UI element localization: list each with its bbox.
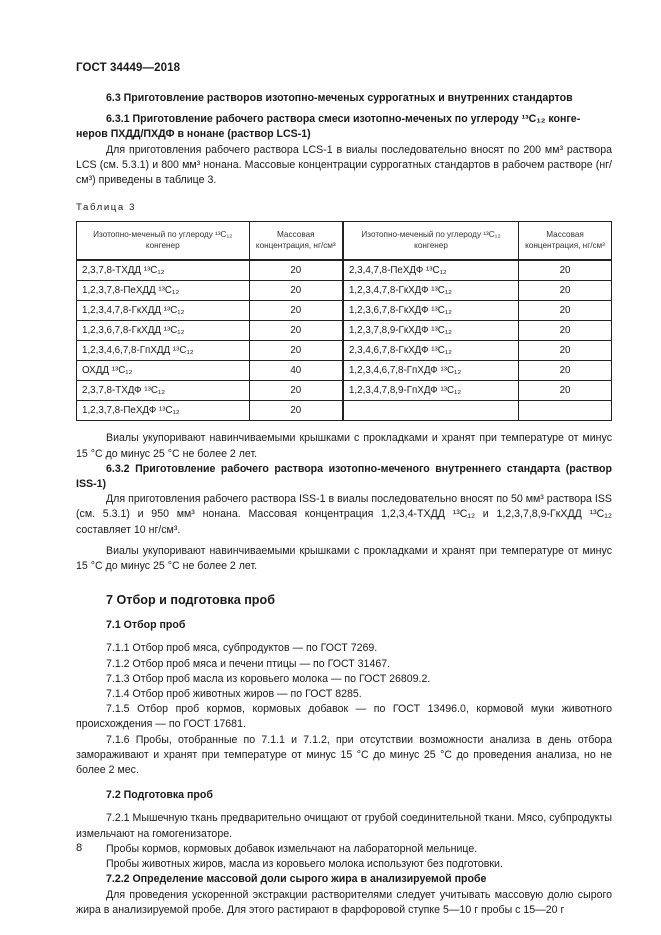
table-cell-congener: 1,2,3,7,8-ПеХДД ¹³C₁₂: [77, 281, 250, 301]
table-cell-concentration: 20: [519, 281, 612, 301]
table-row: [77, 321, 612, 341]
header-conc-left: Массовая концентрация, нг/см³: [249, 222, 343, 261]
table-cell-congener: 1,2,3,4,7,8-ГкХДФ ¹³C₁₂: [343, 281, 519, 301]
list-item: 7.2.1 Мышечную ткань предварительно очищают от грубой соединительной ткани. Мясо, субпродукты измельчают на гомогенизаторе.: [76, 812, 612, 840]
table-cell-congener: [343, 401, 519, 421]
section-6-3-1-title-line2: неров ПХДД/ПХДФ в нонане (раствор LCS-1): [76, 128, 311, 141]
table-cell-congener: 1,2,3,4,6,7,8-ГпХДФ ¹³C₁₂: [343, 361, 519, 381]
section-7-title: 7 Отбор и подготовка проб: [106, 593, 275, 608]
document-body: [76, 91, 612, 918]
section-7-1-title: 7.1 Отбор проб: [106, 619, 186, 632]
after-table-paragraph: Виалы укупоривают навинчиваемыми крышками с прокладками и хранят при температуре от минус 15 °С до минус 25 °С не более 2 лет.: [76, 432, 612, 460]
table-cell-congener: 2,3,7,8-ТХДД ¹³C₁₂: [77, 260, 250, 281]
list-item: 7.1.3 Отбор проб масла из коровьего молока — по ГОСТ 26809.2.: [106, 672, 431, 685]
table-cell-congener: 1,2,3,7,8,9-ГкХДФ ¹³C₁₂: [343, 321, 519, 341]
table-cell-concentration: 20: [249, 321, 343, 341]
section-7-2-title: 7.2 Подготовка проб: [106, 789, 213, 802]
section-6-3-2-title: 6.3.2 Приготовление рабочего раствора изотопно-меченого внутреннего стандарта (раствор ISS-1): [76, 462, 612, 491]
table-caption: Таблица 3: [76, 202, 137, 214]
table-header-row: [77, 222, 612, 261]
table-cell-concentration: [519, 401, 612, 421]
list-item: 7.1.6 Пробы, отобранные по 7.1.1 и 7.1.2, при отсутствии возможности анализа в день отбора замораживают и хранят при температуре от минус 15 °С до минус 25 °С до проведения анализа, но не более 2 мес.: [76, 733, 612, 777]
table-3: [76, 221, 612, 421]
list-item: Пробы животных жиров, масла из коровьего молока используют без подготовки.: [106, 858, 503, 871]
list-item: 7.1.1 Отбор проб мяса, субпродуктов — по ГОСТ 7269.: [106, 642, 378, 655]
table-cell-congener: 1,2,3,7,8-ПеХДФ ¹³C₁₂: [77, 401, 250, 421]
table-cell-concentration: 20: [519, 321, 612, 341]
table-cell-congener: 1,2,3,4,6,7,8-ГпХДД ¹³C₁₂: [77, 341, 250, 361]
document-header: ГОСТ 34449—2018: [76, 62, 181, 74]
table-row: [77, 301, 612, 321]
table-cell-concentration: 20: [249, 301, 343, 321]
list-item: 7.1.5 Отбор проб кормов, кормовых добавок — по ГОСТ 13496.0, кормовой муки животного происхождения — по ГОСТ 17681.: [76, 703, 612, 731]
table-cell-concentration: 40: [249, 361, 343, 381]
list-item: Пробы кормов, кормовых добавок измельчают на лабораторной мельнице.: [106, 842, 478, 855]
table-cell-congener: 2,3,7,8-ТХДФ ¹³C₁₂: [77, 381, 250, 401]
table-cell-congener: 1,2,3,6,7,8-ГкХДФ ¹³C₁₂: [343, 301, 519, 321]
section-7-2-2-title: 7.2.2 Определение массовой доли сырого жира в анализируемой пробе: [106, 873, 487, 886]
section-6-3-2-body: Для приготовления рабочего раствора ISS-1 в виалы последовательно вносят по 50 мм³ раствора ISS (см. 5.3.1) и 950 мм³ нонана. Массовая концентрация 1,2,3,4-ТХДД ¹³C₁₂ и 1,2,3,7,8,9-ГкХДД ¹³C₁₂ составляет 10 нг/см³.: [76, 493, 612, 536]
table-cell-congener: 1,2,3,4,7,8-ГкХДД ¹³C₁₂: [77, 301, 250, 321]
table-row: [77, 361, 612, 381]
section-7-2-2-body: Для проведения ускоренной экстракции растворителями следует учитывать массовую долю сырого жира в анализируемой пробе. Для этого растирают в фарфоровой ступке 5—10 г пробы с 15—20 г: [76, 888, 612, 916]
section-7-1-list: [76, 641, 612, 778]
table-row: [77, 341, 612, 361]
table-cell-concentration: 20: [249, 281, 343, 301]
table-cell-congener: 1,2,3,6,7,8-ГкХДД ¹³C₁₂: [77, 321, 250, 341]
table-cell-congener: 2,3,4,6,7,8-ГкХДФ ¹³C₁₂: [343, 341, 519, 361]
table-cell-concentration: 20: [519, 260, 612, 281]
table-cell-concentration: 20: [249, 401, 343, 421]
section-7-2-list: [76, 811, 612, 872]
table-row: [77, 260, 612, 281]
header-conc-right: Массовая концентрация, нг/см³: [519, 222, 612, 261]
table-cell-concentration: 20: [519, 301, 612, 321]
header-congener-left: Изотопно-меченый по углероду ¹³C₁₂ конгенер: [77, 222, 250, 261]
section-6-3-1-body: Для приготовления рабочего раствора LCS-1 в виалы последовательно вносят по 200 мм³ раствора LCS (см. 5.3.1) и 800 мм³ нонана. Массовые концентрации суррогатных стандартов в рабочем растворе (нг/см³) приведены в таблице 3.: [76, 143, 612, 187]
page-number: 8: [76, 842, 83, 854]
table-cell-concentration: 20: [249, 260, 343, 281]
table-cell-congener: 2,3,4,7,8-ПеХДФ ¹³C₁₂: [343, 260, 519, 281]
table-row: [77, 401, 612, 421]
table-row: [77, 381, 612, 401]
table-cell-congener: 1,2,3,4,7,8,9-ГпХДФ ¹³C₁₂: [343, 381, 519, 401]
list-item: 7.1.4 Отбор проб животных жиров — по ГОСТ 8285.: [106, 688, 362, 701]
section-6-3-2-storage: Виалы укупоривают навинчиваемыми крышками с прокладками и хранят при температуре от минус 15 °С до минус 25 °С не более 2 лет.: [76, 544, 612, 573]
section-6-3-1-title-line1: 6.3.1 Приготовление рабочего раствора смеси изотопно-меченых по углероду ¹³C₁₂ конге-: [106, 113, 581, 126]
table-cell-congener: ОХДД ¹³C₁₂: [77, 361, 250, 381]
table-body: [77, 260, 612, 421]
section-6-3-title: 6.3 Приготовление растворов изотопно-меченых суррогатных и внутренних стандартов: [106, 92, 573, 104]
table-cell-concentration: 20: [249, 381, 343, 401]
table-row: [77, 281, 612, 301]
list-item: 7.1.2 Отбор проб мяса и печени птицы — по ГОСТ 31467.: [106, 657, 391, 670]
table-cell-concentration: 20: [519, 381, 612, 401]
table-cell-concentration: 20: [249, 341, 343, 361]
header-congener-right: Изотопно-меченый по углероду ¹³C₁₂ конгенер: [343, 222, 519, 261]
table-cell-concentration: 20: [519, 361, 612, 381]
table-cell-concentration: 20: [519, 341, 612, 361]
